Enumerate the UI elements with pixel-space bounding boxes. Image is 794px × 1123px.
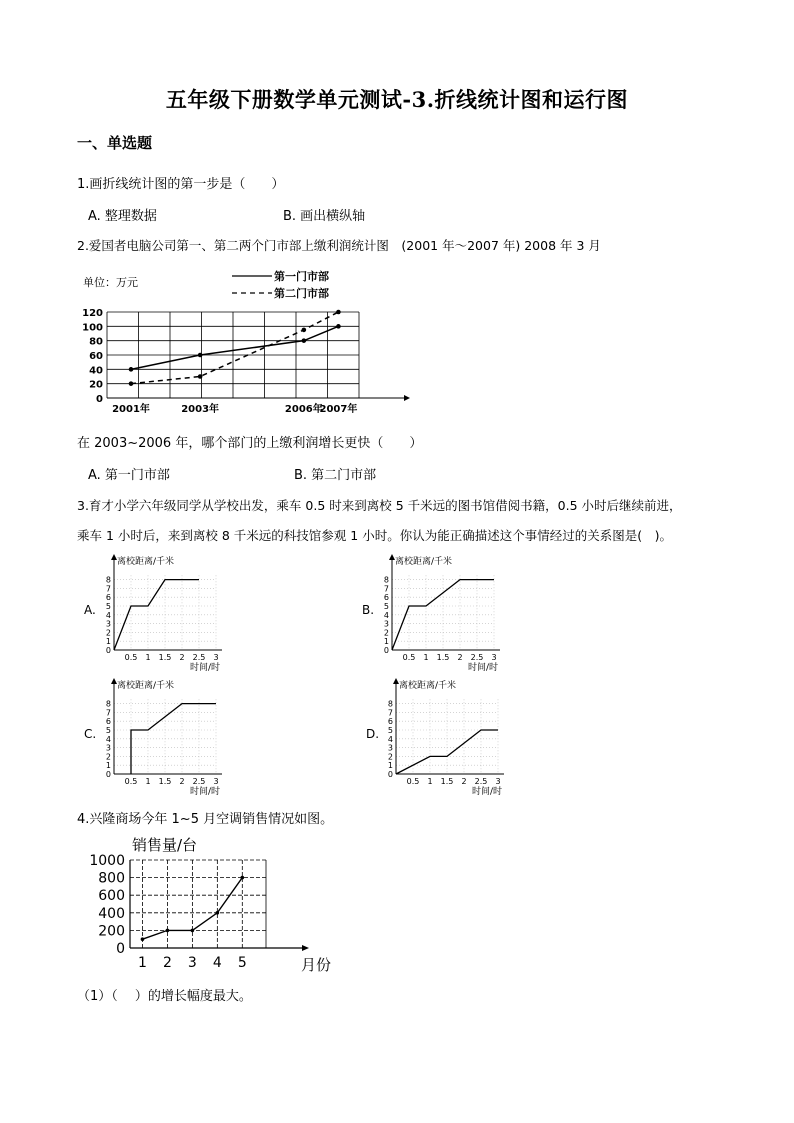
y-tick-label: 0 — [105, 770, 111, 779]
profit-line-chart — [77, 262, 417, 417]
x-axis-arrow — [302, 945, 309, 951]
x-tick-label: 1 — [423, 653, 429, 662]
y-tick-label: 600 — [98, 888, 125, 905]
x-tick-label: 1 — [427, 777, 433, 786]
y-axis-title: 离校距离/千米 — [117, 681, 175, 691]
series-point — [302, 328, 307, 333]
y-tick-label: 8 — [105, 575, 111, 585]
y-tick-label: 800 — [98, 870, 125, 887]
y-tick-label: 120 — [82, 308, 103, 319]
x-tick-label: 1.5 — [440, 777, 454, 786]
x-axis-title: 时间/时 — [471, 787, 502, 797]
section-heading: 一、单选题 — [77, 134, 153, 152]
y-tick-label: 8 — [387, 699, 393, 709]
y-tick-label: 7 — [105, 708, 111, 718]
x-tick-label: 2.5 — [192, 777, 206, 786]
y-tick-label: 1 — [383, 637, 389, 647]
q1-option-b[interactable]: B. 画出横纵轴 — [283, 209, 366, 224]
q1-option-a[interactable]: A. 整理数据 — [88, 209, 157, 224]
x-tick-label: 3 — [491, 653, 497, 662]
y-tick-label: 2 — [105, 752, 111, 762]
y-tick-label: 7 — [383, 584, 389, 594]
q2-option-b[interactable]: B. 第二门市部 — [294, 468, 377, 483]
y-tick-label: 1 — [387, 761, 393, 771]
x-tick-label: 3 — [213, 777, 219, 786]
y-tick-label: 1000 — [89, 853, 125, 869]
sales-line-chart — [80, 832, 332, 978]
x-tick-label: 2 — [179, 777, 185, 786]
option-b-chart[interactable] — [360, 552, 510, 672]
y-tick-label: 6 — [105, 717, 111, 727]
y-tick-label: 6 — [383, 593, 389, 603]
x-axis-title: 时间/时 — [467, 663, 498, 673]
series-point — [198, 353, 203, 358]
option-a-chart[interactable] — [82, 552, 232, 672]
x-axis-arrow — [404, 395, 410, 401]
question-2-prompt: 在 2003~2006 年，哪个部门的上缴利润增长更快（ ） — [77, 436, 423, 451]
y-tick-label: 4 — [105, 734, 111, 744]
y-tick-label: 0 — [387, 770, 393, 779]
x-tick-label: 1 — [145, 777, 151, 786]
y-tick-label: 5 — [105, 602, 111, 611]
y-tick-label: 3 — [383, 619, 389, 629]
y-tick-label: 7 — [387, 708, 393, 718]
question-2-text: 2.爱国者电脑公司第一、第二两个门市部上缴利润统计图 (2001 年～2007 年) 2008 年 3 月 — [77, 238, 601, 253]
question-4-text: 4.兴隆商场今年 1~5 月空调销售情况如图。 — [77, 812, 334, 827]
x-tick-label: 2 — [162, 955, 172, 971]
x-tick-label: 0.5 — [402, 653, 416, 662]
sales-point — [166, 929, 170, 933]
legend-label-2: 第二门市部 — [274, 287, 329, 300]
x-tick-label: 5 — [237, 955, 247, 971]
question-3-line-2: 乘车 1 小时后，来到离校 8 千米远的科技馆参观 1 小时。你认为能正确描述这个事情经过的关系图是( )。 — [77, 528, 672, 543]
legend-label-1: 第一门市部 — [274, 270, 329, 283]
y-tick-label: 6 — [387, 717, 393, 727]
y-tick-label: 100 — [82, 322, 103, 334]
series-point — [302, 338, 307, 343]
x-tick-label: 0.5 — [406, 777, 420, 786]
x-tick-label: 2.5 — [192, 653, 206, 662]
y-tick-label: 7 — [105, 584, 111, 594]
y-axis-title: 离校距离/千米 — [117, 557, 175, 567]
y-axis-title: 离校距离/千米 — [395, 557, 453, 567]
x-tick-label: 1 — [138, 955, 147, 971]
y-tick-label: 80 — [89, 336, 103, 348]
question-4-sub-1: （1）（ ）的增长幅度最大。 — [77, 989, 252, 1004]
x-tick-label: 2 — [461, 777, 467, 786]
y-tick-label: 3 — [105, 619, 111, 629]
option-label: C. — [84, 727, 97, 741]
q2-option-a[interactable]: A. 第一门市部 — [88, 468, 170, 483]
x-tick-label: 2.5 — [474, 777, 488, 786]
sales-point — [240, 876, 244, 880]
y-tick-label: 20 — [89, 379, 103, 391]
x-tick-label: 0.5 — [124, 777, 138, 786]
y-tick-label: 5 — [383, 602, 389, 611]
sales-point — [216, 911, 220, 915]
x-tick-label: 4 — [212, 955, 222, 971]
option-label: B. — [362, 603, 375, 617]
y-tick-label: 200 — [98, 923, 125, 940]
x-tick-label: 2.5 — [470, 653, 484, 662]
y-tick-label: 4 — [383, 610, 389, 620]
x-tick-label: 3 — [187, 955, 197, 971]
page-title: 五年级下册数学单元测试-3.折线统计图和运行图 — [165, 87, 629, 112]
option-label: D. — [366, 727, 380, 741]
y-tick-label: 3 — [387, 743, 393, 753]
x-axis-title: 时间/时 — [189, 787, 220, 797]
y-tick-label: 3 — [105, 743, 111, 753]
y-axis-title: 销售量/台 — [132, 836, 198, 854]
series-point — [336, 324, 341, 329]
unit-label: 单位：万元 — [83, 276, 138, 289]
y-tick-label: 8 — [383, 575, 389, 585]
question-1-text: 1.画折线统计图的第一步是（ ） — [77, 177, 285, 192]
y-tick-label: 2 — [387, 752, 393, 762]
option-d-chart[interactable] — [364, 676, 514, 796]
option-c-chart[interactable] — [82, 676, 232, 796]
question-3-line-1: 3.育才小学六年级同学从学校出发，乘车 0.5 时来到离校 5 千米远的图书馆借阅书籍，0.5 小时后继续前进， — [77, 498, 682, 513]
y-tick-label: 5 — [387, 726, 393, 735]
y-tick-label: 400 — [98, 905, 125, 922]
y-tick-label: 0 — [383, 646, 389, 655]
x-axis-title: 月份 — [300, 956, 332, 974]
x-tick-label: 3 — [213, 653, 219, 662]
distance-line — [131, 704, 216, 774]
x-tick-label: 1 — [145, 653, 151, 662]
y-tick-label: 5 — [105, 726, 111, 735]
y-tick-label: 60 — [89, 351, 103, 362]
y-tick-label: 0 — [116, 941, 125, 957]
x-tick-label: 3 — [495, 777, 501, 786]
y-tick-label: 1 — [105, 761, 111, 771]
x-tick-label: 2 — [179, 653, 185, 662]
y-tick-label: 2 — [105, 628, 111, 638]
series-line-2 — [131, 312, 338, 384]
y-tick-label: 6 — [105, 593, 111, 603]
series-point — [198, 374, 203, 379]
y-tick-label: 4 — [387, 734, 393, 744]
x-tick-label: 2006年 — [284, 404, 323, 415]
y-tick-label: 4 — [105, 610, 111, 620]
option-label: A. — [84, 603, 96, 617]
series-point — [129, 367, 134, 372]
x-tick-label: 2 — [457, 653, 463, 662]
sales-point — [191, 929, 195, 933]
x-tick-label: 2007年 — [319, 404, 358, 415]
x-tick-label: 2001年 — [112, 404, 150, 415]
x-axis-title: 时间/时 — [189, 663, 220, 673]
x-tick-label: 2003年 — [181, 404, 220, 415]
x-tick-label: 0.5 — [124, 653, 138, 662]
y-tick-label: 40 — [89, 365, 103, 377]
x-tick-label: 1.5 — [158, 653, 172, 662]
y-tick-label: 2 — [383, 628, 389, 638]
y-tick-label: 0 — [105, 646, 111, 655]
x-tick-label: 1.5 — [158, 777, 172, 786]
y-axis-title: 离校距离/千米 — [399, 681, 457, 691]
series-line-1 — [131, 326, 338, 369]
distance-line — [396, 730, 498, 774]
x-tick-label: 1.5 — [436, 653, 450, 662]
y-tick-label: 1 — [105, 637, 111, 647]
y-tick-label: 0 — [96, 394, 103, 405]
sales-point — [141, 937, 145, 941]
series-point — [129, 381, 134, 386]
series-point — [336, 310, 341, 315]
y-tick-label: 8 — [105, 699, 111, 709]
